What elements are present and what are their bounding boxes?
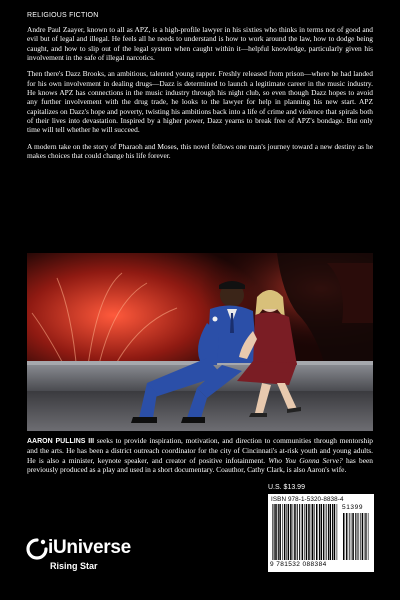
barcode-bar [323, 504, 324, 560]
barcode-bar [308, 504, 310, 560]
addon-digits: 51399 [342, 504, 364, 511]
barcode-bar [357, 513, 358, 560]
barcode-bar [272, 504, 273, 560]
bio-text-2: has been previously produced as a play and used in a short documentary. Coauthor, Cathy Clark, is also Aaron's wife. [27, 455, 374, 475]
blurb-paragraph-2: Then there's Dazz Brooks, an ambitious, talented young rapper. Freshly released from prison—where he had landed for his own involvement in dealing drugs—Dazz is determined to launch a legitimate career in the music industry. He knows APZ has connections in the music industry through his night club, so even though Dazz hopes to avoid any further involvement with the drug trade, he looks to the lawyer for help in planning his new start. APZ capitalizes on Dazz's hope and poverty, twisting his ambitions back into a life of crime and violence that spirals both of their lives into devastation. Inspired by a higher power, Dazz yearns to break free of APZ's bondage. But only time will tell whether he will succeed. [27, 69, 373, 135]
barcode-bar [304, 504, 305, 560]
barcode-bar [278, 504, 279, 560]
author-photo-illustration [27, 253, 373, 431]
barcode-bar [348, 513, 349, 560]
barcode-bar [275, 504, 277, 560]
barcode-bar [328, 504, 329, 560]
barcode-bar [284, 504, 286, 560]
barcode-bar [359, 513, 360, 560]
bio-text-1: seeks to provide inspiration, motivation, and direction to communities through mentorship and the arts. He has been a district outreach coordinator for the city of Cincinnati's at-risk youth and young adults. He is also a minister, keynote speaker, and creator of positive infotainment. [27, 436, 373, 465]
back-cover-blurb [27, 25, 373, 167]
barcode-bar [368, 513, 369, 560]
barcode-bar [325, 504, 326, 560]
barcode-bar [279, 504, 281, 560]
isbn-barcode [268, 494, 374, 572]
barcode-bar [349, 513, 350, 560]
book-title: Who You Gonna Serve? [268, 455, 343, 465]
barcode-bar [299, 504, 300, 560]
barcode-bar [286, 504, 287, 560]
publisher-imprint: Rising Star [50, 561, 98, 571]
barcode-bar [334, 504, 336, 560]
barcode-bar [316, 504, 318, 560]
barcode-bar [343, 513, 345, 560]
iuniverse-swirl-icon [26, 538, 48, 560]
addon-barcode-bars [342, 513, 370, 560]
barcode-bar [297, 504, 298, 560]
author-photo [27, 253, 373, 431]
genre-label: RELIGIOUS FICTION [27, 12, 99, 19]
isbn-number: ISBN 978-1-5320-8838-4 [271, 496, 344, 503]
price-label: U.S. $13.99 [268, 484, 305, 491]
publisher-logo [26, 530, 166, 580]
barcode-bar [330, 504, 332, 560]
barcode-bar [319, 504, 320, 560]
barcode-bar [312, 504, 314, 560]
barcode-bar [321, 504, 323, 560]
barcode-bar [360, 513, 361, 560]
barcode-bar [288, 504, 290, 560]
barcode-bar [290, 504, 292, 560]
publisher-brand: iUniverse [48, 537, 131, 558]
barcode-bar [365, 513, 366, 560]
barcode-bar [314, 504, 315, 560]
author-bio [27, 436, 373, 474]
barcode-bar [355, 513, 356, 560]
barcode-bars [271, 504, 339, 560]
barcode-bar [326, 504, 327, 560]
blurb-paragraph-1: Andre Paul Zaayer, known to all as APZ, is a high-profile lawyer in his sixties who thinks in terms not of good and evil but of legal and illegal. He feels all he needs to understand is how to work around the law, how to dodge being caught, and how to slip out of the legal system when caught within it—helpful knowledge, particularly given his involvement in the safe of illegal narcotics. [27, 25, 373, 63]
barcode-bar [346, 513, 347, 560]
barcode-bar [366, 513, 367, 560]
author-name: AARON PULLINS III [27, 438, 95, 445]
barcode-bar [282, 504, 283, 560]
barcode-bar [302, 504, 304, 560]
barcode-bar [293, 504, 294, 560]
barcode-digits: 9 781532 088384 [270, 561, 327, 568]
barcode-bar [332, 504, 333, 560]
barcode-bar [311, 504, 312, 560]
barcode-bar [294, 504, 296, 560]
barcode-bar [306, 504, 308, 560]
barcode-bar [351, 513, 352, 560]
blurb-paragraph-3: A modern take on the story of Pharaoh and Moses, this novel follows one man's journey toward a new destiny as he makes choices that could change his life forever. [27, 141, 373, 161]
barcode-bar [274, 504, 275, 560]
barcode-bar [362, 513, 364, 560]
barcode-bar [337, 504, 338, 560]
barcode-bar [352, 513, 354, 560]
